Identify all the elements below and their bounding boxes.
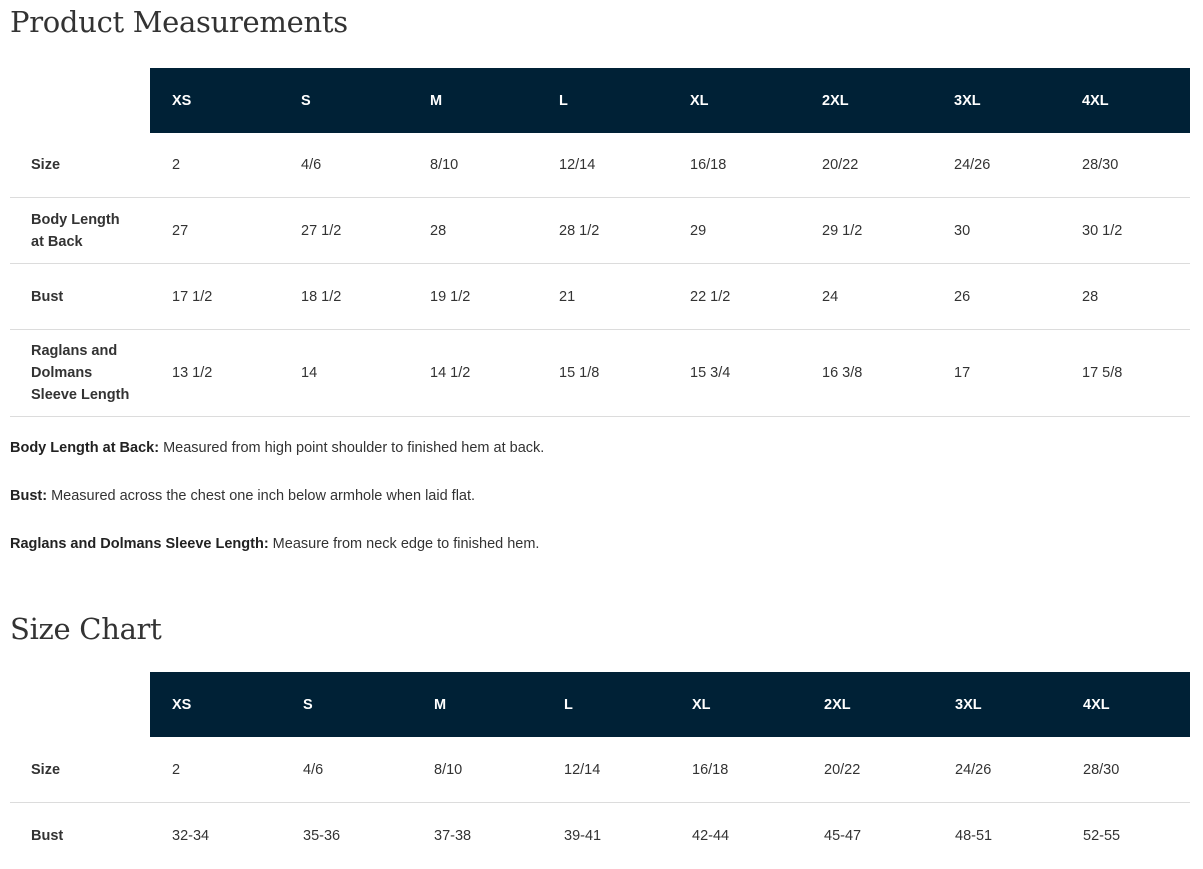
table-cell: 28/30 [1061, 737, 1190, 803]
note-sleeve-length [10, 535, 1190, 553]
table-cell: 37-38 [434, 827, 472, 844]
table-cell: 24/26 [933, 737, 1061, 803]
table-row [10, 737, 1190, 803]
table-cell: 35-36 [303, 827, 341, 844]
table-cell: 22 1/2 [668, 264, 800, 330]
table-cell: 29 [668, 198, 800, 264]
table-cell: 17 5/8 [1060, 330, 1190, 417]
table-cell: 2 [150, 737, 281, 803]
size-header: 4XL [1061, 672, 1190, 737]
table-row [10, 133, 1190, 198]
table-cell: 12/14 [542, 737, 670, 803]
table-cell: 32-34 [172, 827, 210, 844]
table-cell: 42-44 [692, 827, 730, 844]
size-header: 3XL [933, 672, 1061, 737]
size-chart-table [10, 672, 1190, 868]
size-chart-title: Size Chart [10, 612, 162, 646]
product-measurements-table [10, 68, 1190, 417]
note-term: Body Length at Back: [10, 440, 160, 456]
table-cell: 14 [279, 330, 408, 417]
table-cell: 52-55 [1083, 827, 1121, 844]
table-cell: 48-51 [955, 827, 993, 844]
table-cell: 26 [932, 264, 1060, 330]
table-row [10, 330, 1190, 417]
table-cell: 17 [932, 330, 1060, 417]
size-header: S [279, 68, 408, 133]
table-cell: 28 1/2 [537, 198, 668, 264]
table-cell: 19 1/2 [408, 264, 537, 330]
size-header: XS [150, 68, 279, 133]
table-cell: 2 [150, 133, 279, 198]
table-cell: 27 [150, 198, 279, 264]
size-header: 3XL [932, 68, 1060, 133]
table-cell: 27 1/2 [279, 198, 408, 264]
size-header: L [537, 68, 668, 133]
table-cell: 21 [537, 264, 668, 330]
table-cell: 45-47 [824, 827, 862, 844]
note-body-length [10, 439, 1190, 457]
table-row [10, 198, 1190, 264]
table-cell: 14 1/2 [408, 330, 537, 417]
size-header: XL [670, 672, 802, 737]
table-cell: 28 [408, 198, 537, 264]
size-header: 4XL [1060, 68, 1190, 133]
row-label: Bust [10, 264, 150, 330]
row-label: Raglans and Dolmans Sleeve Length [10, 330, 150, 417]
table-header-row [10, 672, 1190, 737]
table-cell: 16/18 [670, 737, 802, 803]
size-header: M [408, 68, 537, 133]
table-cell: 39-41 [564, 827, 602, 844]
size-header: S [281, 672, 412, 737]
row-label: Size [10, 133, 150, 198]
size-header: M [412, 672, 542, 737]
table-cell: 8/10 [408, 133, 537, 198]
table-cell: 29 1/2 [800, 198, 932, 264]
table-cell: 24 [800, 264, 932, 330]
table-cell: 18 1/2 [279, 264, 408, 330]
table-cell: 15 3/4 [668, 330, 800, 417]
note-text: Measured across the chest one inch below armhole when laid flat. [47, 488, 476, 504]
note-text: Measured from high point shoulder to finished hem at back. [159, 440, 545, 456]
table-cell: 28/30 [1060, 133, 1190, 198]
row-label: Body Length at Back [10, 198, 150, 264]
note-text: Measure from neck edge to finished hem. [268, 536, 540, 552]
measurement-notes [10, 439, 1190, 553]
table-corner [10, 672, 150, 737]
table-cell: 20/22 [800, 133, 932, 198]
table-cell: 4/6 [279, 133, 408, 198]
table-cell: 17 1/2 [150, 264, 279, 330]
note-bust [10, 487, 1190, 505]
table-row [10, 264, 1190, 330]
row-label: Size [10, 737, 150, 803]
table-cell: 30 1/2 [1060, 198, 1190, 264]
size-header: XS [150, 672, 281, 737]
note-term: Raglans and Dolmans Sleeve Length: [10, 536, 269, 552]
table-cell: 28 [1060, 264, 1190, 330]
table-cell: 24/26 [932, 133, 1060, 198]
table-cell: 20/22 [802, 737, 933, 803]
table-cell: 4/6 [281, 737, 412, 803]
size-header: 2XL [802, 672, 933, 737]
table-cell: 12/14 [537, 133, 668, 198]
table-cell: 16 3/8 [800, 330, 932, 417]
table-corner [10, 68, 150, 133]
product-measurements-title: Product Measurements [10, 5, 348, 39]
size-header: 2XL [800, 68, 932, 133]
size-header: L [542, 672, 670, 737]
table-cell: 15 1/8 [537, 330, 668, 417]
table-cell: 16/18 [668, 133, 800, 198]
table-row [10, 803, 1190, 869]
size-header: XL [668, 68, 800, 133]
table-cell: 13 1/2 [150, 330, 279, 417]
row-label: Bust [31, 827, 64, 844]
table-cell: 30 [932, 198, 1060, 264]
table-header-row [10, 68, 1190, 133]
table-cell: 8/10 [412, 737, 542, 803]
note-term: Bust: [10, 488, 48, 504]
